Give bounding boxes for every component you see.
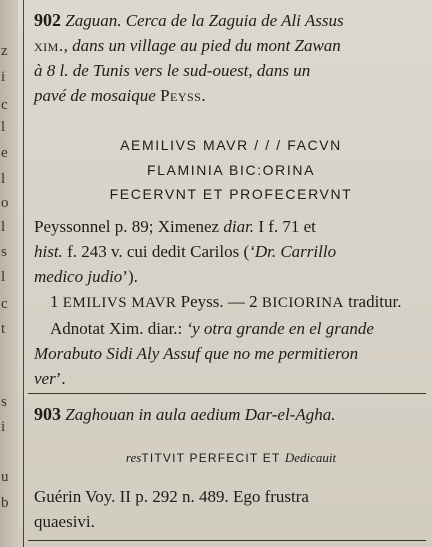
margin-letter: e bbox=[1, 145, 8, 161]
commentary-line bbox=[34, 214, 422, 239]
author-abbr: xim. bbox=[34, 36, 64, 55]
commentary-text: Adnotat Xim. diar.: bbox=[50, 319, 183, 338]
commentary-text: hist. bbox=[34, 242, 63, 261]
inscription-line: AEMILIVS MAVR / / / FACVN bbox=[120, 137, 342, 153]
inscription-fragment: res bbox=[125, 450, 142, 465]
place-name: Zaguan. bbox=[65, 11, 122, 30]
margin-letter: b bbox=[1, 495, 9, 511]
entry-902-line-3: à 8 l. de Tunis vers le sud-ouest, dans un bbox=[34, 61, 311, 80]
commentary-line: quaesivi. bbox=[34, 512, 95, 531]
commentary-line bbox=[34, 239, 422, 264]
margin-letter: s bbox=[1, 244, 7, 260]
margin-letter: l bbox=[1, 119, 6, 135]
commentary-text: ’). bbox=[122, 267, 138, 286]
margin-letter: t bbox=[1, 321, 6, 337]
margin-letter: c bbox=[1, 97, 8, 113]
commentary-text: I f. 71 et bbox=[258, 217, 316, 236]
margin-letter: u bbox=[1, 469, 9, 485]
margin-letter: l bbox=[1, 219, 6, 235]
commentary-text: ‘y otra grande en el grande bbox=[186, 319, 374, 338]
entry-903-line-1 bbox=[34, 402, 422, 427]
commentary-text: ‘Dr. Carrillo bbox=[249, 242, 337, 261]
commentary-line: Guérin Voy. II p. 292 n. 489. Ego frustra bbox=[34, 487, 309, 506]
commentary-line bbox=[34, 366, 422, 391]
margin-letter: i bbox=[1, 419, 6, 435]
location-text: , dans un village au pied du mont Zawan bbox=[63, 36, 341, 55]
commentary-line: Morabuto Sidi Aly Assuf que no me permitieron bbox=[34, 344, 359, 363]
commentary-text: medico judio bbox=[34, 267, 123, 286]
entry-902-line-2 bbox=[34, 33, 422, 58]
location-text: Cerca de la Zaguia de Ali Assus bbox=[125, 11, 344, 30]
inscription-903 bbox=[30, 448, 432, 468]
entry-number: 902 bbox=[34, 10, 61, 30]
entry-902-line-4 bbox=[34, 83, 422, 108]
margin-letter: c bbox=[1, 296, 8, 312]
author-abbr: Peyss. bbox=[160, 86, 207, 105]
commentary-902 bbox=[34, 214, 422, 391]
inscription-line: FECERVNT ET PROFECERVNT bbox=[109, 186, 353, 202]
commentary-text: Peyss. — 2 bbox=[180, 292, 258, 311]
entry-902-header bbox=[34, 8, 422, 108]
margin-letter: l bbox=[1, 171, 6, 187]
inscription-fragment: Dedicauit bbox=[284, 450, 337, 465]
entry-number: 903 bbox=[34, 404, 61, 424]
commentary-line bbox=[34, 264, 422, 289]
commentary-text: f. 243 v. cui dedit Carilos ( bbox=[67, 242, 250, 261]
commentary-text: ’. bbox=[55, 369, 66, 388]
location-text: Zaghouan in aula aedium Dar-el-Agha. bbox=[65, 405, 336, 424]
column-divider bbox=[23, 0, 24, 547]
commentary-text: diar. bbox=[223, 217, 255, 236]
margin-letter: s bbox=[1, 394, 7, 410]
commentary-line bbox=[34, 289, 422, 316]
commentary-text: BICIORINA bbox=[261, 295, 344, 311]
inscription-fragment: TITVIT PERFECIT ET bbox=[141, 451, 281, 465]
margin-letter: o bbox=[1, 195, 9, 211]
margin-letter: l bbox=[1, 269, 6, 285]
commentary-text: traditur. bbox=[348, 292, 402, 311]
margin-letter: i bbox=[1, 69, 6, 85]
commentary-text: ver bbox=[34, 369, 56, 388]
commentary-text: 1 bbox=[50, 292, 59, 311]
commentary-line bbox=[34, 316, 422, 341]
left-margin-fragments bbox=[0, 0, 18, 547]
commentary-903 bbox=[34, 484, 422, 534]
margin-letter: z bbox=[1, 43, 8, 59]
entry-903-header bbox=[34, 402, 422, 427]
entry-902-line-1 bbox=[34, 8, 422, 33]
location-text: pavé de mosaique bbox=[34, 86, 156, 105]
inscription-line: FLAMINIA BIC:ORINA bbox=[146, 162, 316, 178]
entry-separator-rule bbox=[28, 393, 426, 394]
commentary-text: Peyssonnel p. 89; Ximenez bbox=[34, 217, 220, 236]
bottom-rule bbox=[28, 540, 426, 541]
commentary-text: EMILIVS MAVR bbox=[62, 295, 177, 311]
